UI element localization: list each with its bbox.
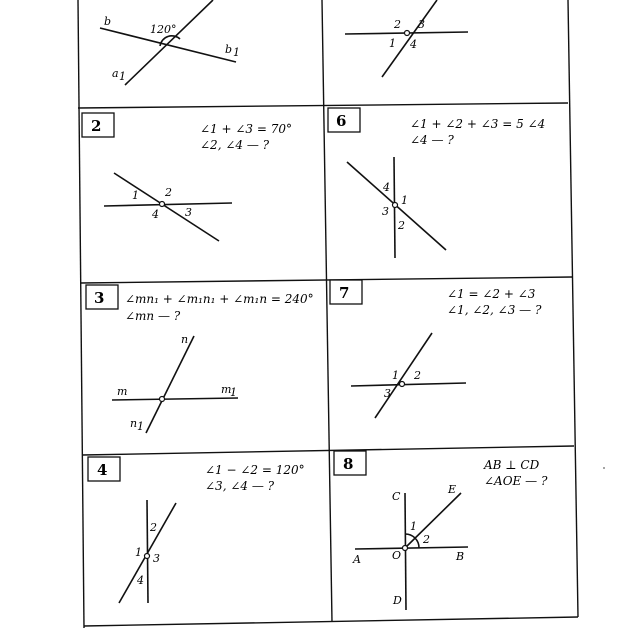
label-3: 3 bbox=[384, 387, 391, 400]
intersection-point bbox=[145, 554, 150, 559]
label-angle-120: 120° bbox=[150, 23, 177, 36]
intersection-point bbox=[400, 382, 405, 387]
problem-8-condition: AB ⊥ CD bbox=[484, 458, 540, 472]
problem-7 bbox=[330, 280, 542, 418]
problem-3-question: ∠mn — ? bbox=[125, 309, 181, 323]
problem-6-condition: ∠1 + ∠2 + ∠3 = 5 ∠4 bbox=[410, 117, 546, 131]
line-CD bbox=[405, 493, 406, 610]
problem-8 bbox=[334, 451, 548, 610]
label-1: 1 bbox=[135, 546, 142, 559]
label-3: 3 bbox=[185, 206, 192, 219]
problem-8-number: 8 bbox=[343, 455, 354, 473]
label-O: O bbox=[392, 549, 402, 562]
problem-4-condition: ∠1 − ∠2 = 120° bbox=[205, 463, 305, 477]
line-horizontal bbox=[351, 383, 466, 386]
line-n-n1 bbox=[146, 336, 194, 433]
problem-6 bbox=[328, 108, 545, 258]
label-E: E bbox=[448, 483, 457, 496]
problem-1-figure bbox=[100, 0, 240, 85]
label-n: n bbox=[181, 333, 189, 346]
problem-7-condition: ∠1 = ∠2 + ∠3 bbox=[447, 287, 536, 301]
label-b1: b bbox=[225, 43, 233, 56]
intersection-point bbox=[160, 397, 165, 402]
label-4: 4 bbox=[152, 208, 159, 221]
problem-2-question: ∠2, ∠4 — ? bbox=[200, 138, 270, 152]
problem-4-number: 4 bbox=[97, 461, 108, 479]
line-horizontal bbox=[104, 203, 232, 206]
line-a1 bbox=[125, 0, 213, 85]
label-m1-sub: 1 bbox=[230, 386, 237, 399]
label-3: 3 bbox=[382, 205, 389, 218]
label-2: 2 bbox=[398, 219, 405, 232]
problem-6-question: ∠4 — ? bbox=[410, 133, 454, 147]
frame-middle-line bbox=[322, 0, 332, 622]
line-m-m1 bbox=[112, 398, 238, 400]
problem-7-number: 7 bbox=[339, 284, 350, 302]
label-2: 2 bbox=[150, 521, 157, 534]
label-1: 1 bbox=[410, 520, 417, 533]
intersection-point bbox=[405, 31, 410, 36]
label-4: 4 bbox=[383, 181, 390, 194]
label-b: b bbox=[104, 15, 112, 28]
label-1: 1 bbox=[389, 37, 396, 50]
problem-4 bbox=[88, 457, 305, 603]
problem-3-condition: ∠mn₁ + ∠m₁n₁ + ∠m₁n = 240° bbox=[125, 292, 314, 306]
label-1: 1 bbox=[392, 369, 399, 382]
label-2: 2 bbox=[165, 186, 172, 199]
label-D: D bbox=[393, 594, 402, 607]
problem-2 bbox=[82, 113, 292, 241]
label-m1: m bbox=[221, 383, 232, 396]
frame-bottom-line bbox=[84, 617, 578, 626]
label-a1-sub: 1 bbox=[119, 70, 126, 83]
label-A: A bbox=[353, 553, 361, 566]
label-C: C bbox=[392, 490, 401, 503]
label-4: 4 bbox=[410, 38, 417, 51]
label-n1-sub: 1 bbox=[137, 420, 144, 433]
label-2: 2 bbox=[414, 369, 421, 382]
problem-3-number: 3 bbox=[94, 289, 105, 307]
label-4: 4 bbox=[137, 574, 144, 587]
label-3: 3 bbox=[418, 18, 425, 31]
label-b1-sub: 1 bbox=[233, 46, 240, 59]
label-n1: n bbox=[130, 417, 138, 430]
intersection-point bbox=[160, 202, 165, 207]
problem-7-question: ∠1, ∠2, ∠3 — ? bbox=[447, 303, 542, 317]
frame-right-line bbox=[568, 0, 578, 617]
label-a1: a bbox=[112, 67, 119, 80]
problem-5-figure bbox=[345, 0, 468, 77]
intersection-point bbox=[393, 203, 398, 208]
scan-speck bbox=[603, 467, 605, 469]
label-2: 2 bbox=[423, 533, 430, 546]
frame-row-line-3 bbox=[82, 446, 574, 455]
frame-left-line bbox=[78, 0, 84, 628]
line-slanted bbox=[114, 173, 219, 241]
line-slanted bbox=[375, 333, 432, 418]
angle-2-arc bbox=[415, 538, 419, 548]
label-1: 1 bbox=[132, 189, 139, 202]
angle-1-arc bbox=[405, 534, 415, 538]
label-2: 2 bbox=[394, 18, 401, 31]
problem-6-number: 6 bbox=[336, 112, 347, 130]
line-AB bbox=[355, 547, 468, 549]
label-3: 3 bbox=[153, 552, 160, 565]
problem-4-question: ∠3, ∠4 — ? bbox=[205, 479, 275, 493]
label-m: m bbox=[117, 385, 128, 398]
point-O bbox=[403, 546, 408, 551]
problem-2-condition: ∠1 + ∠3 = 70° bbox=[200, 122, 293, 136]
label-1: 1 bbox=[401, 194, 408, 207]
problem-8-question: ∠AOE — ? bbox=[484, 474, 548, 488]
label-B: B bbox=[456, 550, 465, 563]
problem-3 bbox=[86, 285, 314, 433]
problem-2-number: 2 bbox=[91, 117, 102, 135]
